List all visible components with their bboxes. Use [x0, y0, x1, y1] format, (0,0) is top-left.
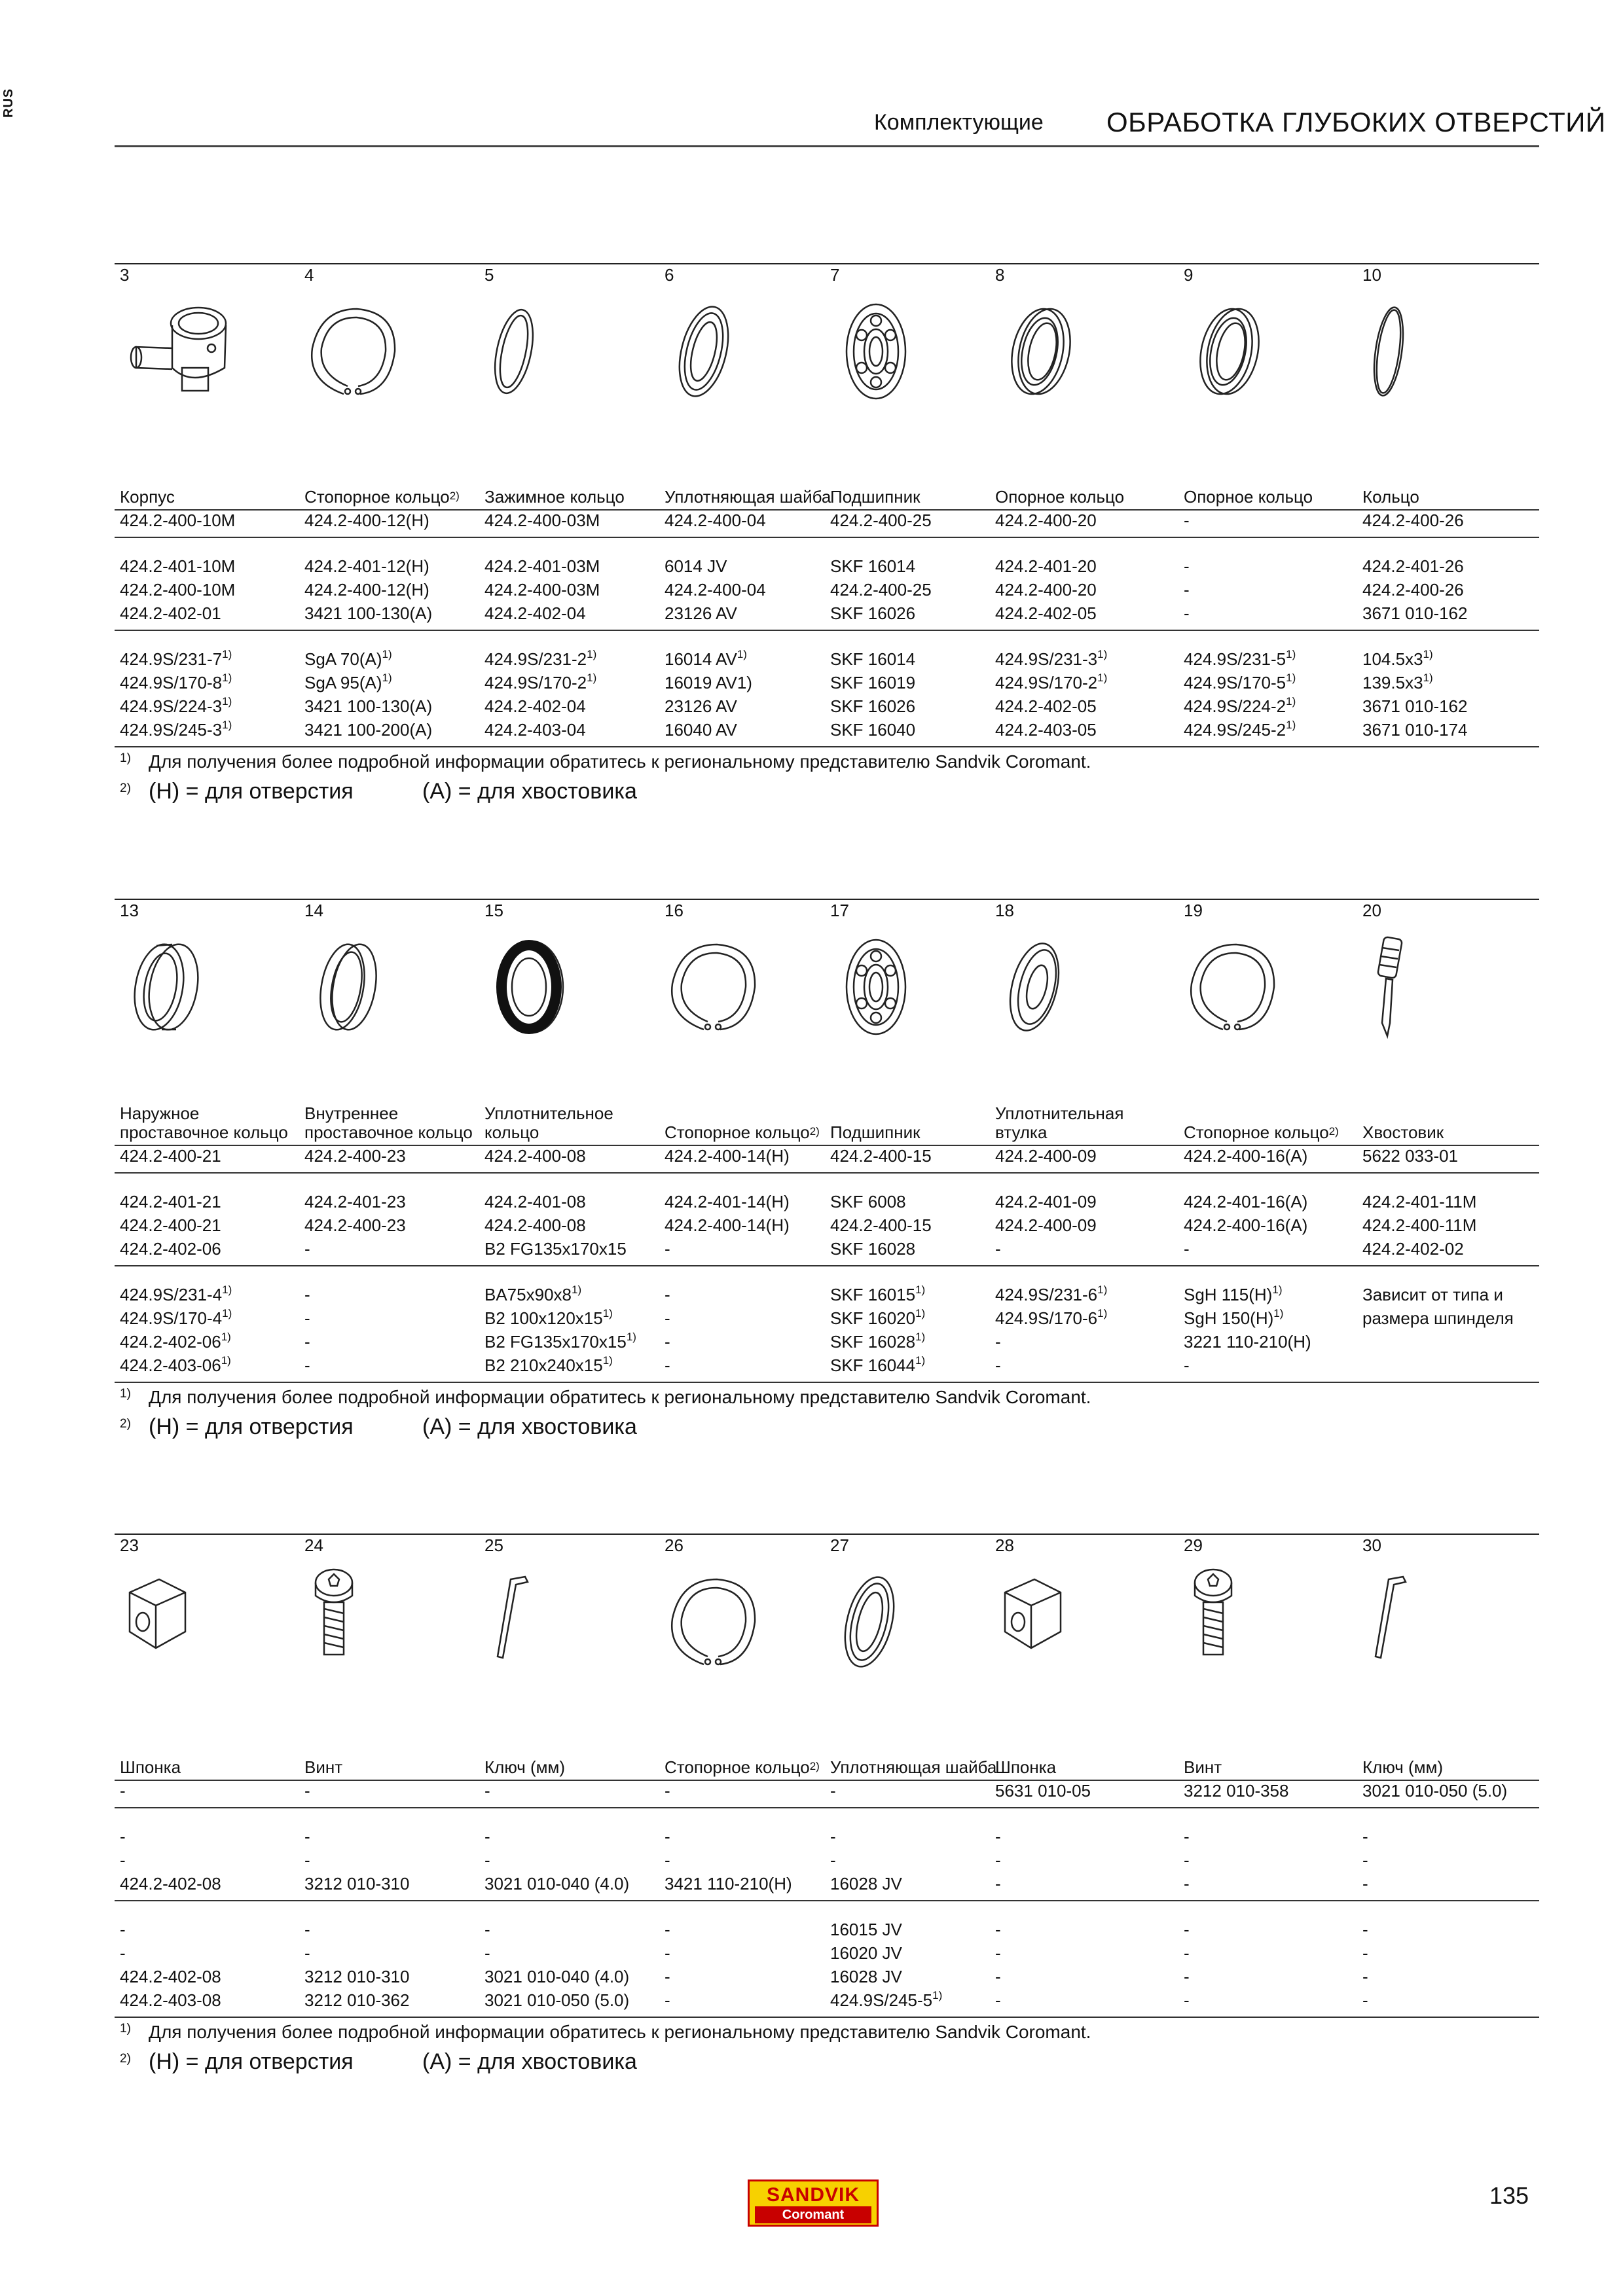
- item-number: 10: [1362, 265, 1381, 285]
- table-cell: 424.2-400-12(H): [304, 580, 429, 600]
- table-cell: 424.2-402-05: [995, 696, 1097, 716]
- sealing-washer-icon: [830, 1566, 909, 1681]
- table-cell: 104.5x3$^{1)}$: [1362, 648, 1433, 669]
- table-cell: -: [120, 1850, 126, 1870]
- table-cell: 424.2-400-09: [995, 1146, 1097, 1166]
- table-cell: 424.2-403-05: [995, 720, 1097, 740]
- table-cell: -: [304, 1308, 310, 1328]
- table-cell: SKF 16014: [830, 556, 916, 576]
- table-cell: -: [120, 1920, 126, 1939]
- table-cell: -: [120, 1943, 126, 1963]
- table-cell: -: [995, 1332, 1001, 1352]
- group-rule: [115, 537, 1539, 538]
- table-cell: 16015 JV: [830, 1920, 902, 1939]
- table-cell: SgA $95(A)^{1)}$: [304, 672, 392, 692]
- footnote-2-shank: (A) = для хвостовика: [422, 2049, 637, 2074]
- table-cell: 424.2-401-20: [995, 556, 1097, 576]
- table-cell: 424.2-401-26: [1362, 556, 1464, 576]
- header-divider: [115, 145, 1539, 147]
- table-cell: 424.2-400-16(A): [1184, 1146, 1308, 1166]
- section-top-rule: [115, 899, 1539, 900]
- table-cell: -: [484, 1827, 490, 1846]
- item-number: 17: [830, 901, 849, 920]
- table-cell: -: [1184, 1943, 1190, 1963]
- item-number: 30: [1362, 1535, 1381, 1555]
- table-cell: -: [304, 1285, 310, 1304]
- group-rule: [115, 630, 1539, 631]
- part-name: Внутреннее проставочное кольцо: [304, 1103, 473, 1142]
- table-cell: 424.9S/170-2$^{1)}$: [995, 672, 1108, 692]
- table-cell: 424.2-402-08: [120, 1874, 221, 1893]
- footnote-2-shank: (A) = для хвостовика: [422, 779, 637, 804]
- language-tag: RUS: [1, 88, 16, 118]
- table-cell: -: [484, 1943, 490, 1963]
- table-cell: 424.9S/231-6$^{1)}$: [995, 1283, 1108, 1304]
- table-cell: 3021 010-040 (4.0): [484, 1967, 630, 1986]
- part-name: Уплотняющая шайба: [665, 487, 831, 507]
- table-cell: SKF 16044$^{1)}$: [830, 1354, 926, 1375]
- table-cell: 424.2-400-20: [995, 511, 1097, 530]
- table-cell: -: [1184, 1355, 1190, 1375]
- screw-icon: [1184, 1566, 1243, 1668]
- table-cell: -: [484, 1920, 490, 1939]
- table-cell: 424.2-400-20: [995, 580, 1097, 600]
- table-cell: 424.2-403-04: [484, 720, 586, 740]
- table-cell: 424.9S/231-4$^{1)}$: [120, 1283, 232, 1304]
- table-cell: -: [830, 1781, 836, 1801]
- table-cell: SgH $150(H)^{1)}$: [1184, 1307, 1284, 1328]
- item-number: 15: [484, 901, 503, 920]
- clamping-ring-icon: [484, 296, 543, 410]
- table-cell: -: [665, 1920, 670, 1939]
- table-cell: 424.9S/231-3$^{1)}$: [995, 648, 1108, 669]
- table-cell: 424.2-402-05: [995, 603, 1097, 623]
- table-cell: -: [665, 1239, 670, 1259]
- table-cell: 424.2-401-10M: [120, 556, 236, 576]
- table-cell: -: [304, 1943, 310, 1963]
- table-cell: 424.2-403-06$^{1)}$: [120, 1354, 231, 1375]
- table-cell: B2 FG135x170x15: [484, 1239, 627, 1259]
- table-cell: -: [1184, 1239, 1190, 1259]
- table-cell: 3212 010-358: [1184, 1781, 1289, 1801]
- table-cell: 424.2-400-25: [830, 580, 932, 600]
- table-cell: 139.5x3$^{1)}$: [1362, 672, 1433, 692]
- table-cell: 424.2-401-11M: [1362, 1192, 1477, 1211]
- table-cell: 424.2-400-14(H): [665, 1146, 790, 1166]
- table-cell: 424.2-401-12(H): [304, 556, 429, 576]
- table-cell: -: [1184, 1874, 1190, 1893]
- bearing-icon: [830, 931, 922, 1046]
- table-cell: SgA $70(A)^{1)}$: [304, 648, 392, 669]
- hex-key-icon: [484, 1566, 543, 1674]
- part-name: Корпус: [120, 487, 175, 507]
- table-cell: -: [1184, 603, 1190, 623]
- footnote-mark: 1): [120, 1387, 131, 1401]
- table-cell: -: [1362, 1943, 1368, 1963]
- table-cell: 6014 JV: [665, 556, 727, 576]
- table-cell: SgH $115(H)^{1)}$: [1184, 1283, 1283, 1304]
- table-cell: 16028 JV: [830, 1874, 902, 1893]
- item-number: 23: [120, 1535, 139, 1555]
- footnote-2-hole: (H) = для отверстия: [149, 1414, 354, 1439]
- key-block-icon: [995, 1566, 1074, 1661]
- table-cell: 3221 110-210(H): [1184, 1332, 1311, 1352]
- part-name: Стопорное кольцо$^{2)}$: [1184, 1122, 1339, 1142]
- table-cell: -: [830, 1850, 836, 1870]
- table-cell: -: [1184, 1920, 1190, 1939]
- part-name: Уплотняющая шайба: [830, 1757, 997, 1777]
- table-cell: -: [995, 1920, 1001, 1939]
- table-cell: 424.2-400-14(H): [665, 1215, 790, 1235]
- table-cell: 424.9S/170-5$^{1)}$: [1184, 672, 1296, 692]
- table-cell: 424.2-401-23: [304, 1192, 406, 1211]
- table-cell: 424.9S/224-3$^{1)}$: [120, 695, 232, 716]
- item-number: 20: [1362, 901, 1381, 920]
- item-number: 27: [830, 1535, 849, 1555]
- part-name: Винт: [1184, 1757, 1222, 1777]
- table-cell: -: [1362, 1967, 1368, 1986]
- table-cell: 424.9S/231-5$^{1)}$: [1184, 648, 1296, 669]
- group-rule: [115, 1172, 1539, 1174]
- table-cell: SKF 16026: [830, 696, 916, 716]
- table-cell: 424.2-400-10M: [120, 511, 236, 530]
- table-cell: 424.9S/231-2$^{1)}$: [484, 648, 597, 669]
- table-cell: SKF 16015$^{1)}$: [830, 1283, 926, 1304]
- table-cell: SKF 16028: [830, 1239, 916, 1259]
- page-title: ОБРАБОТКА ГЛУБОКИХ ОТВЕРСТИЙ: [1106, 107, 1606, 137]
- table-cell: -: [1362, 1874, 1368, 1893]
- outer-spacer-ring-icon: [120, 931, 211, 1046]
- table-cell: -: [665, 1943, 670, 1963]
- table-cell: -: [995, 1239, 1001, 1259]
- table-cell: 5622 033-01: [1362, 1146, 1459, 1166]
- table-cell: 424.2-402-04: [484, 603, 586, 623]
- part-name: Опорное кольцо: [1184, 487, 1313, 507]
- item-number: 28: [995, 1535, 1014, 1555]
- seal-ring-icon: [484, 931, 576, 1046]
- table-cell: 424.2-400-04: [665, 580, 766, 600]
- table-cell: 424.2-402-06$^{1)}$: [120, 1331, 231, 1352]
- item-number: 7: [830, 265, 840, 285]
- table-cell: 424.9S/245-5$^{1)}$: [830, 1989, 943, 2010]
- table-cell: 424.2-401-09: [995, 1192, 1097, 1211]
- retaining-ring-icon: [1184, 931, 1282, 1046]
- part-name: Ключ (мм): [1362, 1757, 1444, 1777]
- part-name: Подшипник: [830, 1122, 921, 1142]
- table-cell: -: [1184, 1967, 1190, 1986]
- table-cell: 424.9S/170-2$^{1)}$: [484, 672, 597, 692]
- table-cell: -: [665, 1781, 670, 1801]
- group-rule: [115, 1382, 1539, 1383]
- item-number: 5: [484, 265, 494, 285]
- table-cell: 424.2-402-04: [484, 696, 586, 716]
- o-ring-icon: [1362, 296, 1415, 410]
- table-cell: SKF 16019: [830, 673, 916, 692]
- table-cell: -: [1184, 1827, 1190, 1846]
- table-cell: 424.2-401-03M: [484, 556, 600, 576]
- table-cell: -: [1362, 1850, 1368, 1870]
- group-rule: [115, 2017, 1539, 2018]
- table-cell: -: [995, 1990, 1001, 2010]
- part-name: Кольцо: [1362, 487, 1419, 507]
- table-cell: BA75x90x8$^{1)}$: [484, 1283, 582, 1304]
- footnote-mark: 2): [120, 1417, 131, 1431]
- group-rule: [115, 1807, 1539, 1808]
- footnote-2-hole: (H) = для отверстия: [149, 2049, 354, 2074]
- item-number: 6: [665, 265, 674, 285]
- table-cell: 3421 100-130(A): [304, 603, 433, 623]
- key-block-icon: [120, 1566, 198, 1661]
- screw-icon: [304, 1566, 363, 1668]
- table-cell: 16019 AV1): [665, 673, 752, 692]
- table-cell: 16020 JV: [830, 1943, 902, 1963]
- part-name: Винт: [304, 1757, 343, 1777]
- group-rule: [115, 746, 1539, 747]
- seal-bushing-icon: [995, 931, 1074, 1046]
- table-cell: 424.2-400-23: [304, 1215, 406, 1235]
- part-name: Наружное проставочное кольцо: [120, 1103, 288, 1142]
- table-cell: -: [1184, 1850, 1190, 1870]
- footnote-mark: 1): [120, 2022, 131, 2036]
- item-number: 16: [665, 901, 684, 920]
- part-name: Стопорное кольцо$^{2)}$: [665, 1757, 820, 1777]
- table-cell: -: [830, 1827, 836, 1846]
- table-cell: 424.9S/170-6$^{1)}$: [995, 1307, 1108, 1328]
- item-number: 4: [304, 265, 314, 285]
- table-cell: 424.9S/170-8$^{1)}$: [120, 672, 232, 692]
- part-name: Шпонка: [120, 1757, 181, 1777]
- table-cell: 424.9S/245-3$^{1)}$: [120, 719, 232, 740]
- hex-key-icon: [1362, 1566, 1421, 1674]
- item-number: 14: [304, 901, 323, 920]
- item-number: 29: [1184, 1535, 1203, 1555]
- part-name: Стопорное кольцо$^{2)}$: [665, 1122, 820, 1142]
- table-cell: 424.2-400-16(A): [1184, 1215, 1308, 1235]
- part-name: Стопорное кольцо$^{2)}$: [304, 487, 460, 507]
- logo-sub: Coromant: [755, 2206, 871, 2223]
- item-number: 3: [120, 265, 130, 285]
- table-cell: -: [1362, 1990, 1368, 2010]
- bearing-icon: [830, 296, 922, 410]
- shank-icon: [1362, 931, 1415, 1046]
- table-cell: -: [304, 1239, 310, 1259]
- table-cell: 424.2-400-04: [665, 511, 766, 530]
- table-cell: -: [995, 1355, 1001, 1375]
- table-cell: 424.2-400-15: [830, 1215, 932, 1235]
- item-number: 25: [484, 1535, 503, 1555]
- table-cell: 3212 010-362: [304, 1990, 410, 2010]
- page-number: 135: [1489, 2182, 1529, 2209]
- table-cell: 3671 010-162: [1362, 696, 1468, 716]
- table-cell: 424.2-402-01: [120, 603, 221, 623]
- table-cell: -: [665, 1355, 670, 1375]
- table-cell: 424.2-400-10M: [120, 580, 236, 600]
- table-cell: SKF 16014: [830, 649, 916, 669]
- table-cell: 23126 AV: [665, 603, 737, 623]
- group-rule: [115, 1900, 1539, 1901]
- table-cell: 424.2-400-08: [484, 1215, 586, 1235]
- table-cell: -: [1362, 1920, 1368, 1939]
- retaining-ring-icon: [304, 296, 403, 410]
- retaining-ring-icon: [665, 1566, 763, 1681]
- footnote-mark: 2): [120, 781, 131, 795]
- table-cell: -: [665, 1308, 670, 1328]
- table-cell: 424.2-403-08: [120, 1990, 221, 2010]
- table-cell: 3421 100-130(A): [304, 696, 433, 716]
- retaining-ring-icon: [665, 931, 763, 1046]
- footnote-mark: 1): [120, 751, 131, 765]
- table-cell: -: [1362, 1827, 1368, 1846]
- sealing-washer-icon: [665, 296, 743, 410]
- table-cell: SKF 16028$^{1)}$: [830, 1331, 926, 1352]
- table-cell: -: [995, 1967, 1001, 1986]
- table-cell: 424.2-400-25: [830, 511, 932, 530]
- table-cell: 3212 010-310: [304, 1874, 410, 1893]
- table-cell: 3021 010-050 (5.0): [484, 1990, 630, 2010]
- part-name: Уплотнительная втулка: [995, 1103, 1124, 1142]
- table-cell: -: [120, 1827, 126, 1846]
- sandvik-coromant-logo: [748, 2179, 879, 2227]
- table-cell: -: [995, 1874, 1001, 1893]
- table-cell: SKF 16020$^{1)}$: [830, 1307, 926, 1328]
- table-cell: -: [1184, 580, 1190, 600]
- table-cell: -: [304, 1781, 310, 1801]
- footnote-2-hole: (H) = для отверстия: [149, 779, 354, 804]
- item-number: 9: [1184, 265, 1194, 285]
- table-cell: 3671 010-174: [1362, 720, 1468, 740]
- table-cell: 3212 010-310: [304, 1967, 410, 1986]
- table-cell: 424.2-400-03M: [484, 511, 600, 530]
- item-number: 13: [120, 901, 139, 920]
- table-cell: B2 210x240x15$^{1)}$: [484, 1354, 613, 1375]
- table-cell: -: [304, 1920, 310, 1939]
- table-cell: SKF 6008: [830, 1192, 906, 1211]
- support-ring-icon: [995, 296, 1087, 410]
- table-cell: 3021 010-040 (4.0): [484, 1874, 630, 1893]
- table-cell: -: [995, 1850, 1001, 1870]
- table-cell: -: [1184, 556, 1190, 576]
- table-cell: B2 FG135x170x15$^{1)}$: [484, 1331, 636, 1352]
- item-number: 19: [1184, 901, 1203, 920]
- section-top-rule: [115, 263, 1539, 264]
- table-cell: -: [665, 1285, 670, 1304]
- table-cell: -: [665, 1850, 670, 1870]
- table-cell: 424.2-400-11M: [1362, 1215, 1477, 1235]
- table-cell: -: [665, 1332, 670, 1352]
- table-cell: SKF 16026: [830, 603, 916, 623]
- table-cell: B2 100x120x15$^{1)}$: [484, 1307, 613, 1328]
- table-cell: 424.9S/170-4$^{1)}$: [120, 1307, 232, 1328]
- table-cell: -: [304, 1850, 310, 1870]
- table-cell: 16014 AV$^{1)}$: [665, 648, 747, 669]
- table-cell: 424.2-402-08: [120, 1967, 221, 1986]
- table-cell: -: [304, 1355, 310, 1375]
- part-name: Подшипник: [830, 487, 921, 507]
- table-cell: -: [995, 1943, 1001, 1963]
- table-cell: -: [995, 1827, 1001, 1846]
- table-cell: -: [665, 1827, 670, 1846]
- part-name: Уплотнительное кольцо: [484, 1103, 613, 1142]
- footnote-2-shank: (A) = для хвостовика: [422, 1414, 637, 1439]
- part-name: Ключ (мм): [484, 1757, 566, 1777]
- table-cell: 424.2-402-06: [120, 1239, 221, 1259]
- part-name: Опорное кольцо: [995, 487, 1125, 507]
- table-cell: -: [484, 1850, 490, 1870]
- part-name: Шпонка: [995, 1757, 1057, 1777]
- part-name: Хвостовик: [1362, 1122, 1444, 1142]
- table-cell: 424.2-400-23: [304, 1146, 406, 1166]
- table-cell: Зависит от типа и: [1362, 1285, 1503, 1304]
- table-cell: 3021 010-050 (5.0): [1362, 1781, 1508, 1801]
- table-cell: -: [1184, 511, 1190, 530]
- table-cell: 424.2-402-02: [1362, 1239, 1464, 1259]
- table-cell: -: [665, 1990, 670, 2010]
- table-cell: 424.9S/224-2$^{1)}$: [1184, 695, 1296, 716]
- table-cell: 424.2-400-09: [995, 1215, 1097, 1235]
- footnote-1: Для получения более подробной информации обратитесь к региональному представителю Sandvik Coromant.: [149, 1387, 1091, 1407]
- table-cell: 16040 AV: [665, 720, 737, 740]
- table-cell: -: [304, 1827, 310, 1846]
- item-number: 26: [665, 1535, 684, 1555]
- footnote-1: Для получения более подробной информации обратитесь к региональному представителю Sandvik Coromant.: [149, 2022, 1091, 2042]
- table-cell: 424.2-400-26: [1362, 580, 1464, 600]
- page-subtitle: Комплектующие: [874, 110, 1044, 135]
- table-cell: 424.2-400-21: [120, 1146, 221, 1166]
- logo-brand: SANDVIK: [766, 2184, 860, 2206]
- table-cell: 424.2-401-08: [484, 1192, 586, 1211]
- part-name: Зажимное кольцо: [484, 487, 625, 507]
- table-cell: -: [120, 1781, 126, 1801]
- table-cell: размера шпинделя: [1362, 1308, 1514, 1328]
- table-cell: 424.2-401-21: [120, 1192, 221, 1211]
- table-cell: 3421 100-200(A): [304, 720, 433, 740]
- table-cell: 424.2-400-08: [484, 1146, 586, 1166]
- table-cell: 16028 JV: [830, 1967, 902, 1986]
- table-cell: 424.9S/231-7$^{1)}$: [120, 648, 232, 669]
- table-cell: 5631 010-05: [995, 1781, 1091, 1801]
- table-cell: 3421 110-210(H): [665, 1874, 792, 1893]
- table-cell: 23126 AV: [665, 696, 737, 716]
- support-ring-icon: [1184, 296, 1275, 410]
- table-cell: 424.9S/245-2$^{1)}$: [1184, 719, 1296, 740]
- footnote-mark: 2): [120, 2052, 131, 2066]
- table-cell: SKF 16040: [830, 720, 916, 740]
- item-number: 18: [995, 901, 1014, 920]
- table-cell: -: [484, 1781, 490, 1801]
- footnote-1: Для получения более подробной информации обратитесь к региональному представителю Sandvik Coromant.: [149, 751, 1091, 772]
- table-cell: 424.2-400-03M: [484, 580, 600, 600]
- table-cell: 424.2-400-21: [120, 1215, 221, 1235]
- header-rule: [115, 1780, 1539, 1781]
- table-cell: 424.2-401-14(H): [665, 1192, 790, 1211]
- table-cell: -: [304, 1332, 310, 1352]
- table-cell: -: [1184, 1990, 1190, 2010]
- section-top-rule: [115, 1534, 1539, 1535]
- group-rule: [115, 1265, 1539, 1266]
- table-cell: 424.2-400-12(H): [304, 511, 429, 530]
- table-cell: -: [665, 1967, 670, 1986]
- body-housing-icon: [120, 296, 251, 410]
- table-cell: 424.2-401-16(A): [1184, 1192, 1308, 1211]
- item-number: 8: [995, 265, 1005, 285]
- table-cell: 424.2-400-15: [830, 1146, 932, 1166]
- item-number: 24: [304, 1535, 323, 1555]
- table-cell: 3671 010-162: [1362, 603, 1468, 623]
- table-cell: 424.2-400-26: [1362, 511, 1464, 530]
- inner-spacer-ring-icon: [304, 931, 396, 1046]
